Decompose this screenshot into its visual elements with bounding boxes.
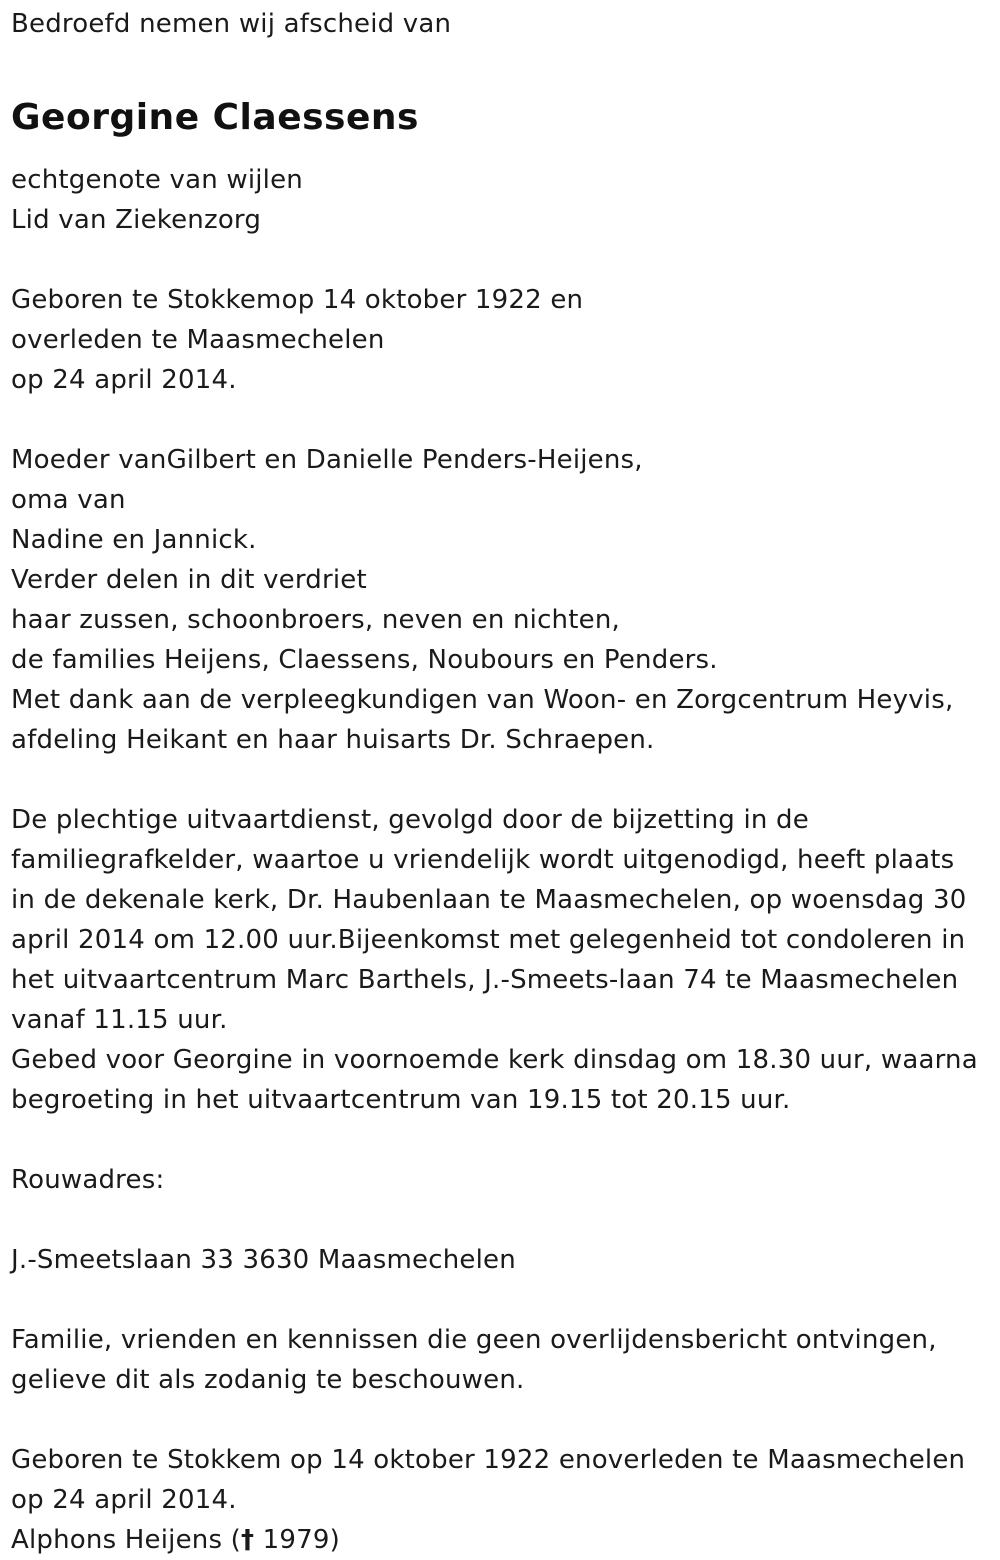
role-spouse: echtgenote van wijlen [11,165,303,195]
ceremony-line: familiegrafkelder, waartoe u vriendelijk wordt uitgenodigd, heeft plaats [11,845,955,875]
closing-line: Geboren te Stokkem op 14 oktober 1922 enoverleden te Maasmechelen [11,1445,966,1475]
death-date-line: op 24 april 2014. [11,365,237,395]
deceased-name: Georgine Claessens [11,97,419,138]
ceremony-line: De plechtige uitvaartdienst, gevolgd door de bijzetting in de [11,805,809,835]
prayer-line: Gebed voor Georgine in voornoemde kerk dinsdag om 18.30 uur, waarna [11,1045,978,1075]
ceremony-line: in de dekenale kerk, Dr. Haubenlaan te Maasmechelen, op woensdag 30 [11,885,967,915]
thanks-line: afdeling Heikant en haar huisarts Dr. Schraepen. [11,725,655,755]
spacer [11,44,991,84]
spacer [11,1400,991,1440]
spacer [11,400,991,440]
spacer [11,760,991,800]
spouse-name: Alphons Heijens ( [11,1525,242,1555]
address-label: Rouwadres: [11,1165,165,1195]
spouse-line [11,1520,991,1560]
birth-line: Geboren te Stokkemop 14 oktober 1922 en [11,285,584,315]
obituary-notice [11,4,991,1560]
spacer [11,1200,991,1240]
spouse-death-year: 1979) [254,1525,340,1555]
notice-line: gelieve dit als zodanig te beschouwen. [11,1365,525,1395]
family-line: Verder delen in dit verdriet [11,565,367,595]
family-line: Moeder vanGilbert en Danielle Penders-Heijens, [11,445,643,475]
prayer-line: begroeting in het uitvaartcentrum van 19.15 tot 20.15 uur. [11,1085,791,1115]
family-line: haar zussen, schoonbroers, neven en nichten, [11,605,620,635]
closing-line: op 24 april 2014. [11,1485,237,1515]
family-line: Nadine en Jannick. [11,525,257,555]
mourning-address: J.-Smeetslaan 33 3630 Maasmechelen [11,1245,516,1275]
role-membership: Lid van Ziekenzorg [11,205,262,235]
family-line: de families Heijens, Claessens, Noubours en Penders. [11,645,718,675]
ceremony-line: het uitvaartcentrum Marc Barthels, J.-Smeets-laan 74 te Maasmechelen [11,965,959,995]
ceremony-line: vanaf 11.15 uur. [11,1005,228,1035]
thanks-line: Met dank aan de verpleegkundigen van Woon- en Zorgcentrum Heyvis, [11,685,954,715]
ceremony-line: april 2014 om 12.00 uur.Bijeenkomst met gelegenheid tot condoleren in [11,925,966,955]
family-line: oma van [11,485,126,515]
death-place-line: overleden te Maasmechelen [11,325,385,355]
spacer [11,1120,991,1160]
spacer [11,240,991,280]
cross-icon: † [241,1525,255,1555]
intro-text: Bedroefd nemen wij afscheid van [11,9,452,39]
notice-line: Familie, vrienden en kennissen die geen overlijdensbericht ontvingen, [11,1325,937,1355]
spacer [11,1280,991,1320]
